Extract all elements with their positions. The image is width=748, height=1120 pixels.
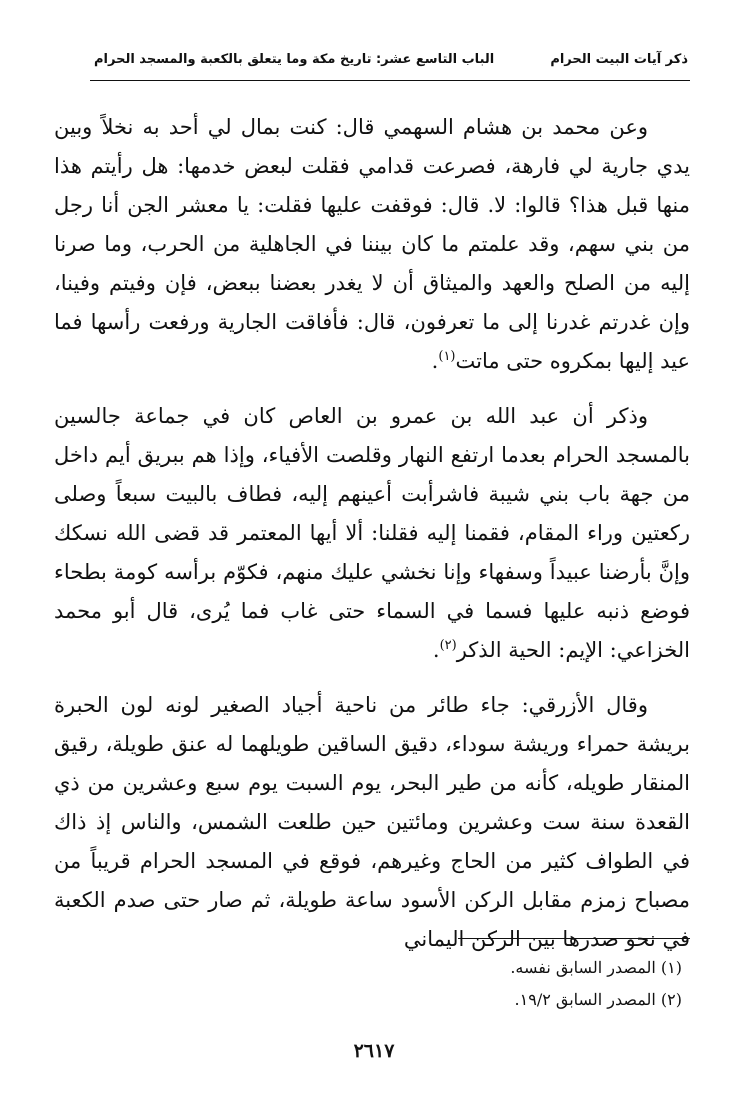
paragraph-1 [54,108,690,381]
footnote-1-number: (١) [660,958,682,977]
header-divider [90,80,690,81]
page-number: ٢٦١٧ [353,1040,395,1062]
footnote-ref-2[interactable]: (٢) [439,638,457,653]
footnote-ref-1[interactable]: (١) [438,349,456,364]
footnote-1-text: المصدر السابق نفسه. [510,958,656,977]
footnote-divider [458,938,690,939]
paragraph-3 [54,686,690,959]
running-head [94,48,688,72]
paragraph-1-text: وعن محمد بن هشام السهمي قال: كنت بمال لي أحد به نخلاً وبين يدي جارية لي فارهة، فصرعت قدامي فقلت لبعض خدمها: هل رأيتم هذا منها قبل هذا؟ قالوا: لا. قال: فوقفت عليها فقلت: يا معشر الجن أنا رجل من بني سهم، وقد علمتم ما كان بيننا في الجاهلية من الحرب، وما صرنا إليه من الصلح والعهد والميثاق أن لا يغدر بعضنا ببعض، فإن وفيتم وفينا، وإن غدرتم غدرنا إلى ما تعرفون، قال: فأفاقت الجارية ورفعت رأسها فما عيد إليها بمكروه حتى ماتت [54,115,690,373]
book-title: ذكر آيات البيت الحرام [550,52,688,67]
paragraph-1-end: . [431,349,439,373]
footnote-2-number: (٢) [660,990,682,1009]
footnote-1 [82,952,682,984]
footnotes [82,952,682,1016]
paragraph-2-text: وذكر أن عبد الله بن عمرو بن العاص كان في جماعة جالسين بالمسجد الحرام بعدما ارتفع النهار وقلصت الأفياء، وإذا هم ببريق أيم داخل من جهة باب بني شيبة فاشرأبت أعينهم إليه، فطاف بالبيت سبعاً وصلى ركعتين وراء المقام، فقمنا إليه فقلنا: ألا أيها المعتمر قد قضى الله نسكك وإنَّ بأرضنا عبيداً وسفهاء وإنا نخشي عليك منهم، فكوّم برأسه كومة بطحاء فوضع ذنبه عليها فسما في السماء حتى غاب فما يُرى، قال أبو محمد الخزاعي: الإيم: الحية الذكر [54,404,690,662]
paragraph-2 [54,397,690,670]
chapter-title: الباب التاسع عشر: تاريخ مكة وما يتعلق بالكعبة والمسجد الحرام [94,52,495,67]
footnote-2-text: المصدر السابق ١٩/٢. [514,990,656,1009]
main-text [54,108,690,975]
paragraph-2-end: . [432,638,440,662]
paragraph-3-text: وقال الأزرقي: جاء طائر من ناحية أجياد الصغير لونه لون الحبرة بريشة حمراء وريشة سوداء، دقيق الساقين طويلهما له عنق طويلة، رقيق المنقار طويله، كأنه من طير البحر، يوم السبت يوم سبع وعشرين من ذي القعدة سنة ست وعشرين ومائتين حين طلعت الشمس، والناس إذ ذاك في الطواف كثير من الحاج وغيرهم، فوقع في المسجد الحرام قريباً من مصباح زمزم مقابل الركن الأسود ساعة طويلة، ثم صار حتى صدم الكعبة في نحو صدرها بين الركن اليماني [54,693,690,951]
footnote-2 [82,984,682,1016]
